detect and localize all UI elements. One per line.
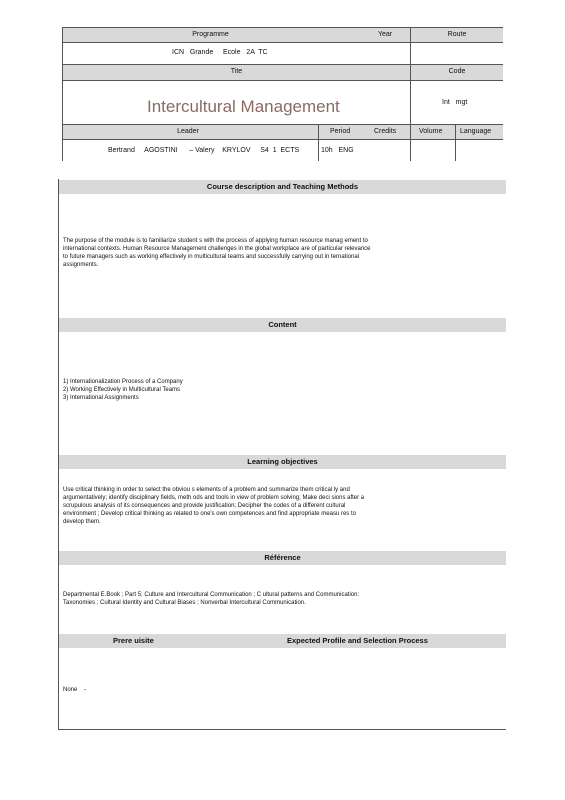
code-label: Code <box>448 68 466 75</box>
volume-value: 10h ENG <box>321 147 354 154</box>
reference-text: Departmental E.Book ; Part 5; Culture and Intercultural Communication ; C ultural patterns and Communication: Taxonomies ; Cultural Identity and Cultural Biases ; Nonverbal Intercultural Communication. <box>63 592 360 606</box>
route-label: Route <box>447 31 467 38</box>
programme-label: Programme <box>192 31 229 38</box>
table-line <box>455 124 456 161</box>
table-line <box>318 124 319 161</box>
table-line <box>410 27 411 161</box>
leader-label: Leader <box>177 128 199 135</box>
objectives-text: Use critical thinking in order to select the obviou s elements of a problem and summarize them critical ly and argumentatively; identify disciplinary fields, meth ods and tools in view of problem solving; Make deci sions after a scrupulous analysis of its consequences and provide justification; Decipher the codes of a different cultural environment ; Develop critical thinking as related to one's own competences and find appropriate measu res to develop them. <box>63 487 365 525</box>
volume-label: Volume <box>419 128 443 135</box>
leader-value: Bertrand AGOSTINI – Valery KRYLOV S4 1 ECTS <box>108 147 300 154</box>
language-label: Language <box>460 128 492 135</box>
section-heading-content: Content <box>59 318 506 332</box>
section-heading-description: Course description and Teaching Methods <box>59 180 506 194</box>
table-line <box>62 27 503 28</box>
course-title: Intercultural Management <box>147 97 340 116</box>
year-label: Year <box>378 31 393 38</box>
section-heading-expected-profile: Expected Profile and Selection Process <box>287 636 428 645</box>
section-heading-objectives: Learning objectives <box>59 455 506 469</box>
credits-label: Credits <box>374 128 397 135</box>
code-value: Int mgt <box>442 99 468 106</box>
period-label: Period <box>330 128 351 135</box>
programme-value: ICN Grande Ecole 2A TC <box>172 49 268 56</box>
content-text: 1) Internationalization Process of a Company 2) Working Effectively in Multicultural Teams 3) International Assignments <box>63 379 183 401</box>
description-text: The purpose of the module is to familiarize student s with the process of applying human resource manag ement to international contexts. Human Resource Management challenges in the global workplace are of particular relevance to future managers such as working effectively in multicultural teams and successfully carrying out in ternational assignments. <box>63 238 371 268</box>
table-line <box>62 80 503 81</box>
section-heading-reference: Référence <box>59 551 506 565</box>
table-line <box>62 139 503 140</box>
section-heading-prereq: Prere uisite <box>113 636 154 645</box>
table-line <box>62 64 503 65</box>
title-label: Tite <box>230 68 243 75</box>
table-line <box>62 27 63 161</box>
table-line <box>62 124 503 125</box>
table-line <box>62 42 503 43</box>
prereq-text: None - <box>63 687 87 693</box>
body-bottom-border <box>58 729 506 730</box>
